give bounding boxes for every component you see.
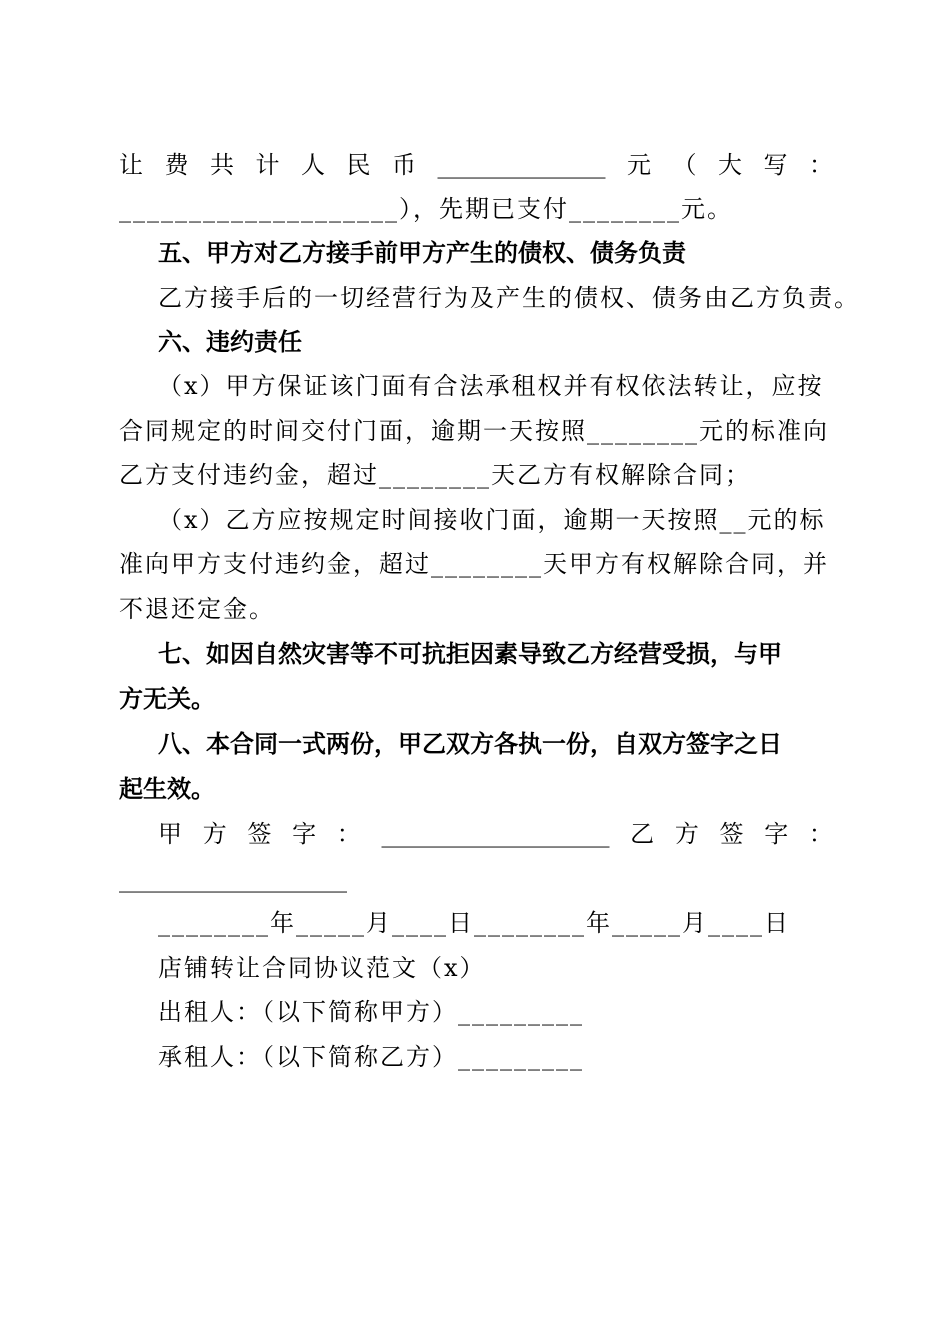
section-5-text: 乙方接手后的一切经营行为及产生的债权、债务由乙方负责。 [158,284,860,312]
section-7-line2: 方无关。 [119,685,215,713]
party-b-signature-blank: ___________________ [119,865,347,893]
fee-char: 币 [392,151,416,179]
fee-char: 让 [119,151,143,179]
clause-6b-line2: 准向甲方支付违约金，超过________天甲方有权解除合同，并 [119,550,829,578]
prepaid-line: ____________________），先期已支付________元。 [119,195,733,223]
section-5-heading: 五、甲方对乙方接手前甲方产生的债权、债务负责 [158,239,686,267]
section-8-line1: 八、本合同一式两份，甲乙双方各执一份，自双方签字之日 [158,730,782,758]
date-line: ________年_____月____日________年_____月____日 [158,909,790,937]
clause-6a-line1: （x）甲方保证该门面有合法承租权并有权依法转让，应按 [158,372,824,400]
fee-line [119,150,833,180]
sign-char: 方 [674,820,699,848]
fee-char: 元 [627,151,651,179]
lessor-line: 出租人：（以下简称甲方）_________ [158,998,584,1026]
sign-char: 甲 [158,820,182,848]
signature-line [158,819,833,849]
party-a-signature-blank: ___________________ [381,820,610,848]
fee-char: 人 [301,151,325,179]
clause-6b-line1: （x）乙方应按规定时间接收门面，逾期一天按照__元的标 [158,506,826,534]
fee-char: ： [809,151,833,179]
clause-6a-line2: 合同规定的时间交付门面，逾期一天按照________元的标准向 [119,417,829,445]
fee-char: 大 [718,151,742,179]
fee-char: 民 [346,151,371,179]
clause-6b-line3: 不退还定金。 [119,595,275,623]
sign-char: 字 [292,820,317,848]
fee-char: 共 [210,151,234,179]
section-6-heading: 六、违约责任 [158,328,302,356]
fee-amount-blank: ______________ [437,151,606,179]
sign-char: 签 [247,820,272,848]
sign-char: ： [808,820,833,848]
fee-char: 费 [164,151,189,179]
clause-6a-line3: 乙方支付违约金，超过________天乙方有权解除合同； [119,461,751,489]
sign-char: 字 [764,820,789,848]
second-contract-title: 店铺转让合同协议范文（x） [158,954,486,982]
sign-char: 方 [202,820,227,848]
fee-char: 写 [763,151,788,179]
sign-char: 乙 [630,820,655,848]
section-8-line2: 起生效。 [119,775,215,803]
fee-char: 计 [255,151,280,179]
section-7-line1: 七、如因自然灾害等不可抗拒因素导致乙方经营受损，与甲 [158,640,782,668]
sign-char: ： [336,820,361,848]
lessee-line: 承租人：（以下简称乙方）_________ [158,1043,584,1071]
sign-char: 签 [719,820,744,848]
fee-char: （ [672,151,697,179]
